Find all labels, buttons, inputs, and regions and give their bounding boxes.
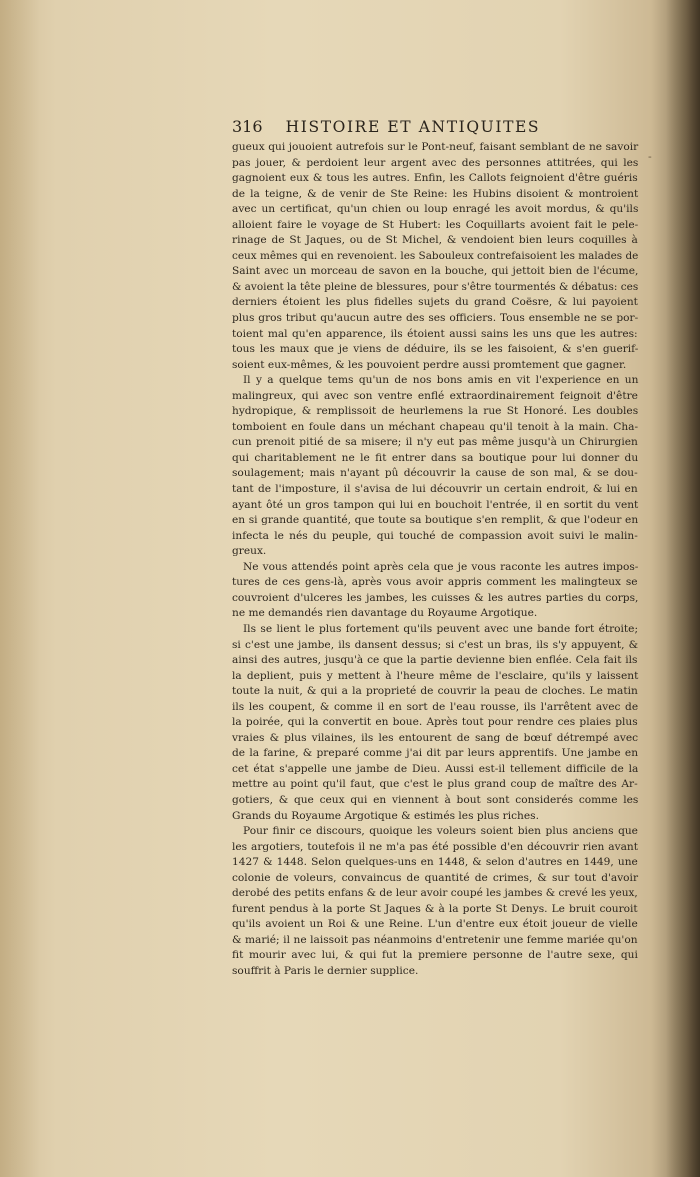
text-line: hydropique, & remplissoit de heurlemens la rue St Honoré. Les doubles [232,405,639,418]
text-line: tant de l'imposture, il s'avisa de lui découvrir un certain endroit, & lui en [232,483,638,496]
text-line: avec un certificat, qu'un chien ou loup enragé les avoit mordus, & qu'ils [232,203,639,216]
text-line: ceux mêmes qui en revenoient. les Sabouleux contrefaisoient les malades de [232,249,639,262]
text-line: derobé des petits enfans & de leur avoir coupé les jambes & crevé les yeux, [232,887,638,900]
text-line: plus gros tribut qu'aucun autre des ses officiers. Tous ensemble ne se por- [232,312,639,325]
binding-shadow [666,0,700,1177]
page-number: 316 [232,117,263,136]
running-title: HISTOIRE ET ANTIQUITES [285,118,541,136]
text-line: de la teigne, & de venir de Ste Reine: les Hubins disoient & montroient [232,187,639,200]
text-line: cun prenoit pitié de sa misere; il n'y eut pas même jusqu'à un Chirurgien [232,436,638,449]
text-line: Pour finir ce discours, quoique les voleurs soient bien plus anciens que [243,825,638,838]
text-line: furent pendus à la porte St Jaques & à la porte St Denys. Le bruit couroit [232,902,638,915]
text-line: gagnoient eux & tous les autres. Enfin, les Callots feignoient d'être guéris [232,172,638,185]
text-line: Saint avec un morceau de savon en la bouche, qui jettoit bien de l'écume, [232,265,639,278]
text-line: fit mourir avec lui, & qui fut la premiere personne de l'autre sexe, qui [232,949,638,962]
text-line: & marié; il ne laissoit pas néanmoins d'entretenir une femme mariée qu'on [232,933,638,946]
text-line: gueux qui jouoient autrefois sur le Pont-neuf, faisant semblant de ne savoir [232,141,639,153]
text-line: tous les maux que je viens de déduire, ils se les faisoient, & s'en guerif- [232,343,639,356]
text-line: mettre au point qu'il faut, que c'est le plus grand coup de maître des Ar- [232,778,638,791]
text-line: toient mal qu'en apparence, ils étoient aussi sains les uns que les autres: [232,327,638,340]
text-line: vraies & plus vilaines, ils les entourent de sang de bœuf détrempé avec [232,731,639,744]
text-line: alloient faire le voyage de St Hubert: les Coquillarts avoient fait le pele- [232,218,639,231]
text-line: infecta le nés du peuple, qui touché de compassion avoit suivi le malin- [232,529,638,542]
text-line: pas jouer, & perdoient leur argent avec des personnes attitrées, qui les [232,156,639,169]
text-line: Grands du Royaume Argotique & estimés les plus riches. [232,809,539,822]
text-line: si c'est une jambe, ils dansent dessus; si c'est un bras, ils s'y appuyent, & [232,638,639,651]
text-line: greux. [232,545,267,558]
text-line: qu'ils avoient un Roi & une Reine. L'un d'entre eux étoit joueur de vielle [232,918,638,931]
text-line: la deplient, puis y mettent à l'heure même de l'esclaire, qu'ils y laissent [232,669,639,682]
text-line: la poirée, qui la convertit en boue. Après tout pour rendre ces plaies plus [232,716,638,729]
text-line: ils les coupent, & comme il en sort de l'eau rousse, ils l'arrêtent avec de [232,700,639,713]
text-line: cet état s'appelle une jambe de Dieu. Aussi est-il tellement difficile de la [232,762,639,775]
text-line: de la farine, & preparé comme j'ai dit par leurs apprentifs. Une jambe en [232,747,639,760]
text-line: gotiers, & que ceux qui en viennent à bout sont considerés comme les [232,793,639,806]
text-line: malingreux, qui avec son ventre enflé extraordinairement feignoit d'être [232,389,638,402]
text-line: ayant ôté un gros tampon qui lui en bouchoit l'entrée, il en sortit du vent [232,498,639,511]
text-line: ainsi des autres, jusqu'à ce que la partie devienne bien enflée. Cela fait ils [232,654,638,667]
text-line: colonie de voleurs, convaincus de quantité de crimes, & sur tout d'avoir [232,871,639,884]
body-text [232,140,638,980]
text-line: & avoient la tête pleine de blessures, pour s'être tourmentés & débatus: ces [232,280,639,293]
page-stain [0,0,40,1177]
text-line: tomboient en foule dans un méchant chapeau qu'il tenoit à la main. Cha- [232,420,639,433]
margin-mark: - [648,150,652,163]
text-line: Il y a quelque tems qu'un de nos bons amis en vit l'experience en un [243,374,639,387]
text-line: rinage de St Jaques, ou de St Michel, & vendoient bien leurs coquilles à [232,234,638,247]
page-header [232,117,562,136]
text-line: souffrit à Paris le dernier supplice. [232,964,419,977]
text-line: soulagement; mais n'ayant pû découvrir la cause de son mal, & se dou- [232,467,638,480]
text-line: couvroient d'ulceres les jambes, les cuisses & les autres parties du corps, [232,591,639,604]
text-line: tures de ces gens-là, après vous avoir appris comment les malingteux se [232,576,638,589]
text-line: les argotiers, toutefois il ne m'a pas été possible d'en découvrir rien avant [232,840,638,853]
text-line: Ne vous attendés point après cela que je vous raconte les autres impos- [243,560,639,573]
text-line: Ils se lient le plus fortement qu'ils peuvent avec une bande fort étroite; [243,622,639,635]
text-line: ne me demandés rien davantage du Royaume Argotique. [232,607,538,620]
text-line: toute la nuit, & qui a la proprieté de couvrir la peau de cloches. Le matin [232,685,638,698]
text-line: derniers étoient les plus fidelles sujets du grand Coësre, & lui payoient [232,296,638,309]
text-line: qui charitablement ne le fit entrer dans sa boutique pour lui donner du [232,451,639,464]
text-line: soient eux-mêmes, & les pouvoient perdre aussi promtement que gagner. [232,358,627,371]
text-line: 1427 & 1448. Selon quelques-uns en 1448, & selon d'autres en 1449, une [232,856,638,869]
text-line: en si grande quantité, que toute sa boutique s'en remplit, & que l'odeur en [232,514,639,527]
